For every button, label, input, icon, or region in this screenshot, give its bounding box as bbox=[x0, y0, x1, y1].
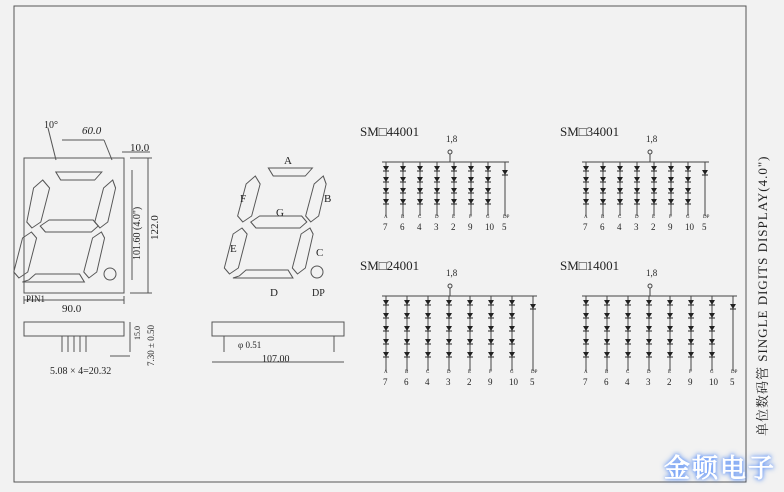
led-diode bbox=[400, 199, 406, 204]
led-diode bbox=[600, 177, 606, 182]
led-diode bbox=[485, 166, 491, 171]
led-diode bbox=[702, 170, 708, 175]
led-diode bbox=[404, 339, 410, 344]
watermark-logo: 金顿电子 bbox=[663, 454, 776, 484]
pin-number-label: 10 bbox=[509, 377, 518, 387]
pin-number-label: 9 bbox=[668, 222, 673, 232]
pin-number-label: 7 bbox=[583, 377, 588, 387]
led-diode bbox=[451, 177, 457, 182]
segment-letter-label: E bbox=[452, 215, 456, 220]
led-diode bbox=[617, 188, 623, 193]
led-diode bbox=[625, 313, 631, 318]
led-diode bbox=[383, 166, 389, 171]
led-diode bbox=[468, 199, 474, 204]
led-diode bbox=[583, 166, 589, 171]
led-diode bbox=[509, 326, 515, 331]
led-diode bbox=[404, 352, 410, 357]
pin-number-label: 9 bbox=[688, 377, 693, 387]
seg-label-g: G bbox=[276, 207, 284, 219]
led-diode bbox=[446, 326, 452, 331]
pin-number-label: 5 bbox=[502, 222, 507, 232]
pin-number-label: 2 bbox=[467, 377, 472, 387]
led-diode bbox=[383, 352, 389, 357]
led-diode bbox=[434, 166, 440, 171]
led-diode bbox=[651, 188, 657, 193]
led-diode bbox=[583, 313, 589, 318]
led-diode bbox=[404, 300, 410, 305]
led-diode bbox=[600, 166, 606, 171]
led-diode bbox=[651, 177, 657, 182]
common-pin-node bbox=[448, 284, 452, 288]
led-diode bbox=[417, 166, 423, 171]
led-diode bbox=[668, 166, 674, 171]
led-diode bbox=[383, 326, 389, 331]
seg-label-f: F bbox=[240, 193, 247, 205]
circuit-model-label: SM□24001 bbox=[360, 258, 420, 273]
segment-letter-label: B bbox=[405, 370, 409, 375]
led-diode bbox=[651, 199, 657, 204]
dim-angle: 10° bbox=[44, 120, 58, 131]
led-diode bbox=[667, 352, 673, 357]
led-diode bbox=[425, 326, 431, 331]
led-diode bbox=[383, 300, 389, 305]
led-diode bbox=[709, 339, 715, 344]
segment-letter-label: B bbox=[601, 215, 605, 220]
segment-letter-label: D bbox=[635, 215, 639, 220]
segment-letter-label: D bbox=[647, 370, 651, 375]
led-diode bbox=[634, 177, 640, 182]
led-diode bbox=[688, 313, 694, 318]
segment-letter-label: DP bbox=[503, 215, 510, 220]
circuit-model-label: SM□44001 bbox=[360, 124, 420, 139]
led-diode bbox=[583, 339, 589, 344]
led-diode bbox=[625, 326, 631, 331]
led-diode bbox=[667, 300, 673, 305]
seg-label-a: A bbox=[284, 155, 292, 167]
pin-number-label: 5 bbox=[702, 222, 707, 232]
led-diode bbox=[688, 352, 694, 357]
led-diode bbox=[617, 166, 623, 171]
led-diode bbox=[651, 166, 657, 171]
pin-number-label: 10 bbox=[485, 222, 494, 232]
led-diode bbox=[400, 188, 406, 193]
dim-width-top: 60.0 bbox=[82, 125, 102, 137]
segment-letter-label: DP bbox=[703, 215, 710, 220]
led-diode bbox=[383, 339, 389, 344]
led-diode bbox=[446, 339, 452, 344]
led-diode bbox=[688, 326, 694, 331]
led-diode bbox=[417, 199, 423, 204]
segment-letter-label: A bbox=[384, 370, 388, 375]
led-diode bbox=[467, 352, 473, 357]
led-diode bbox=[467, 300, 473, 305]
segment-letter-label: E bbox=[468, 370, 472, 375]
segment-letter-label: G bbox=[710, 370, 714, 375]
segment-letter-label: DP bbox=[731, 370, 738, 375]
led-diode bbox=[425, 313, 431, 318]
led-diode bbox=[604, 326, 610, 331]
segment-letter-label: D bbox=[435, 215, 439, 220]
pin-number-label: 6 bbox=[404, 377, 409, 387]
seg-label-e: E bbox=[230, 243, 237, 255]
led-diode bbox=[600, 199, 606, 204]
pin-number-label: 4 bbox=[625, 377, 630, 387]
dim-thickness: 15.0 bbox=[133, 326, 142, 340]
led-diode bbox=[468, 188, 474, 193]
vertical-title: 单位数码管 SINGLE DIGITS DISPLAY(4.0") bbox=[755, 155, 770, 436]
led-diode bbox=[383, 199, 389, 204]
led-diode bbox=[685, 177, 691, 182]
led-diode bbox=[634, 166, 640, 171]
led-diode bbox=[668, 177, 674, 182]
led-diode bbox=[383, 177, 389, 182]
segment-letter-label: D bbox=[447, 370, 451, 375]
seg-label-dp: DP bbox=[312, 288, 325, 299]
led-diode bbox=[446, 313, 452, 318]
led-diode bbox=[488, 313, 494, 318]
dim-total-height: 122.0 bbox=[149, 215, 161, 240]
led-diode bbox=[485, 199, 491, 204]
led-diode bbox=[502, 170, 508, 175]
led-diode bbox=[468, 177, 474, 182]
pin-number-label: 6 bbox=[400, 222, 405, 232]
dim-right-margin: 10.0 bbox=[130, 142, 150, 154]
pin-number-label: 4 bbox=[417, 222, 422, 232]
common-pin-label: 1,8 bbox=[646, 268, 658, 278]
pin-number-label: 7 bbox=[383, 377, 388, 387]
common-pin-node bbox=[648, 150, 652, 154]
led-diode bbox=[451, 199, 457, 204]
pin-number-label: 3 bbox=[634, 222, 639, 232]
segment-letter-label: A bbox=[384, 215, 388, 220]
led-diode bbox=[583, 188, 589, 193]
led-diode bbox=[604, 339, 610, 344]
common-pin-label: 1,8 bbox=[446, 268, 458, 278]
led-diode bbox=[625, 339, 631, 344]
led-diode bbox=[685, 188, 691, 193]
led-diode bbox=[646, 313, 652, 318]
led-diode bbox=[468, 166, 474, 171]
pin-number-label: 3 bbox=[646, 377, 651, 387]
common-pin-label: 1,8 bbox=[446, 134, 458, 144]
pin-number-label: 5 bbox=[530, 377, 535, 387]
led-diode bbox=[446, 300, 452, 305]
led-diode bbox=[467, 326, 473, 331]
pin-number-label: 4 bbox=[617, 222, 622, 232]
pin-number-label: 5 bbox=[730, 377, 735, 387]
led-diode bbox=[625, 352, 631, 357]
led-diode bbox=[709, 300, 715, 305]
led-diode bbox=[604, 300, 610, 305]
led-diode bbox=[488, 352, 494, 357]
common-pin-node bbox=[448, 150, 452, 154]
segment-letter-label: C bbox=[418, 215, 422, 220]
pin-number-label: 3 bbox=[446, 377, 451, 387]
led-diode bbox=[646, 339, 652, 344]
led-diode bbox=[646, 352, 652, 357]
led-diode bbox=[467, 313, 473, 318]
led-diode bbox=[646, 326, 652, 331]
segment-letter-label: A bbox=[584, 215, 588, 220]
segment-letter-label: B bbox=[401, 215, 405, 220]
led-diode bbox=[425, 300, 431, 305]
led-diode bbox=[583, 300, 589, 305]
led-diode bbox=[688, 300, 694, 305]
led-diode bbox=[485, 188, 491, 193]
led-diode bbox=[485, 177, 491, 182]
led-diode bbox=[625, 300, 631, 305]
pin-number-label: 4 bbox=[425, 377, 430, 387]
led-diode bbox=[583, 199, 589, 204]
dim-pin-diameter: φ 0.51 bbox=[238, 340, 262, 350]
pin-number-label: 6 bbox=[604, 377, 609, 387]
led-diode bbox=[488, 339, 494, 344]
pin-number-label: 2 bbox=[451, 222, 456, 232]
pin-number-label: 9 bbox=[488, 377, 493, 387]
pin-number-label: 9 bbox=[468, 222, 473, 232]
pin-number-label: 10 bbox=[709, 377, 718, 387]
segment-letter-label: DP bbox=[531, 370, 538, 375]
circuit-model-label: SM□34001 bbox=[560, 124, 620, 139]
led-diode bbox=[451, 188, 457, 193]
led-diode bbox=[583, 177, 589, 182]
led-diode bbox=[404, 326, 410, 331]
pin-number-label: 10 bbox=[685, 222, 694, 232]
segment-letter-label: F bbox=[469, 215, 472, 220]
pin1-label: PIN1 bbox=[26, 294, 46, 304]
led-diode bbox=[434, 188, 440, 193]
led-diode bbox=[446, 352, 452, 357]
pin-number-label: 3 bbox=[434, 222, 439, 232]
segment-letter-label: A bbox=[584, 370, 588, 375]
led-diode bbox=[709, 352, 715, 357]
led-diode bbox=[617, 177, 623, 182]
led-diode bbox=[668, 188, 674, 193]
led-diode bbox=[509, 339, 515, 344]
led-diode bbox=[667, 326, 673, 331]
led-diode bbox=[730, 304, 736, 309]
led-diode bbox=[709, 313, 715, 318]
dim-total-width: 90.0 bbox=[62, 303, 82, 315]
segment-letter-label: E bbox=[668, 370, 672, 375]
segment-letter-label: G bbox=[510, 370, 514, 375]
led-diode bbox=[509, 300, 515, 305]
segment-letter-label: G bbox=[686, 215, 690, 220]
segment-letter-label: F bbox=[489, 370, 492, 375]
circuit-diagrams bbox=[360, 124, 738, 387]
common-pin-label: 1,8 bbox=[646, 134, 658, 144]
common-pin-node bbox=[648, 284, 652, 288]
led-diode bbox=[434, 177, 440, 182]
segment-letter-label: F bbox=[689, 370, 692, 375]
led-diode bbox=[634, 199, 640, 204]
dim-pin-length: 7.30 ± 0.50 bbox=[146, 325, 156, 366]
segment-letter-label: E bbox=[652, 215, 656, 220]
led-diode bbox=[425, 339, 431, 344]
segment-letter-label: G bbox=[486, 215, 490, 220]
led-diode bbox=[600, 188, 606, 193]
led-diode bbox=[434, 199, 440, 204]
led-diode bbox=[604, 352, 610, 357]
led-diode bbox=[583, 352, 589, 357]
led-diode bbox=[451, 166, 457, 171]
led-diode bbox=[617, 199, 623, 204]
segment-letter-label: C bbox=[426, 370, 430, 375]
led-diode bbox=[488, 326, 494, 331]
dim-pin-pitch: 5.08 × 4=20.32 bbox=[50, 366, 112, 377]
led-diode bbox=[383, 188, 389, 193]
led-diode bbox=[685, 199, 691, 204]
circuit-model-label: SM□14001 bbox=[560, 258, 620, 273]
segment-letter-label: F bbox=[669, 215, 672, 220]
led-diode bbox=[509, 352, 515, 357]
led-diode bbox=[509, 313, 515, 318]
led-diode bbox=[404, 313, 410, 318]
pin-number-label: 7 bbox=[583, 222, 588, 232]
seg-label-b: B bbox=[324, 193, 332, 205]
led-diode bbox=[417, 188, 423, 193]
segment-letter-label: B bbox=[605, 370, 609, 375]
led-diode bbox=[425, 352, 431, 357]
seg-label-c: C bbox=[316, 247, 324, 259]
led-diode bbox=[709, 326, 715, 331]
pin-number-label: 2 bbox=[667, 377, 672, 387]
led-diode bbox=[417, 177, 423, 182]
led-diode bbox=[604, 313, 610, 318]
seg-label-d: D bbox=[270, 287, 278, 299]
led-diode bbox=[688, 339, 694, 344]
led-diode bbox=[646, 300, 652, 305]
led-diode bbox=[400, 166, 406, 171]
pin-number-label: 7 bbox=[383, 222, 388, 232]
led-diode bbox=[685, 166, 691, 171]
led-diode bbox=[667, 313, 673, 318]
led-diode bbox=[583, 326, 589, 331]
led-diode bbox=[467, 339, 473, 344]
segment-letter-label: C bbox=[626, 370, 630, 375]
pin-number-label: 6 bbox=[600, 222, 605, 232]
led-diode bbox=[668, 199, 674, 204]
led-diode bbox=[383, 313, 389, 318]
led-diode bbox=[400, 177, 406, 182]
led-diode bbox=[634, 188, 640, 193]
led-diode bbox=[488, 300, 494, 305]
pin-number-label: 2 bbox=[651, 222, 656, 232]
led-diode bbox=[530, 304, 536, 309]
led-diode bbox=[667, 339, 673, 344]
dim-side-width: 107.00 bbox=[262, 354, 290, 365]
dim-seg-height: 101.60 (4.0") bbox=[132, 206, 143, 260]
segment-letter-label: C bbox=[618, 215, 622, 220]
